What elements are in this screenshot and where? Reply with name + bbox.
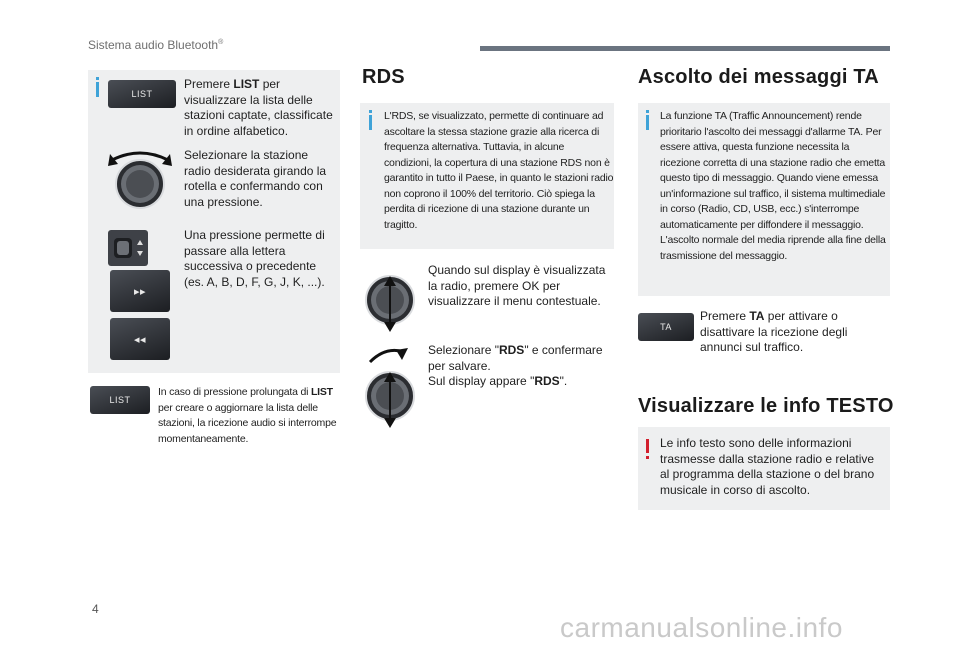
letter-jump-text: Una pressione permette di passare alla lettera successiva o precedente (es. A, B, D, F, G, J, K, ...). [184, 228, 325, 289]
rewind-button-image: ◂◂ [110, 318, 170, 360]
warning-icon [646, 439, 649, 453]
rds-heading: RDS [362, 66, 405, 88]
ta-button-image: TA [638, 313, 694, 341]
info-icon [369, 115, 372, 130]
press-knob-icon [360, 266, 420, 332]
turn-knob-text: Selezionare la stazione radio desiderata girando la rotella e confermando con una pressione. [184, 148, 327, 209]
ta-info-text: La funzione TA (Traffic Announcement) rende prioritario l'ascolto dei messaggi d'allarme TA. Per essere attiva, questa funzione necessita la ricezione corretta di una stazione radio che emetta questo tipo di messaggio. Quando viene emessa un'informazione sul traffico, il sistema multimediale in corso (Radio, CD, USB, ecc.) s'interrompe automaticamente per diffondere il messaggio. L'ascolto normale del media riprende alla fine della trasmissione del messaggio. [660, 110, 886, 262]
ta-heading: Ascolto dei messaggi TA [638, 66, 879, 88]
press-ok-text: Quando sul display è visualizzata la radio, premere OK per visualizzare il menu contestuale. [428, 263, 606, 308]
long-press-note: In caso di pressione prolungata di LIST per creare o aggiornare la lista delle stazioni, la ricezione audio si interrompe momentaneamente. [158, 386, 337, 445]
watermark: carmanualsonline.info [560, 612, 843, 643]
text-info-warning: Le info testo sono delle informazioni trasmesse dalla stazione radio e relative al programma della stazione o del brano musicale in corso di ascolto. [660, 436, 875, 497]
rds-info-text: L'RDS, se visualizzato, permette di continuare ad ascoltare la stessa stazione grazie alla ricerca di frequenza alternativa. Tuttavia, in alcune condizioni, la copertura di una stazione RDS non è garantito in tutto il Paese, in quanto le stazioni radio non coprono il 100% del territorio. Ciò spiega la perdita di ricezione di una stazione durante un tragitto. [384, 110, 614, 231]
header-rule [480, 46, 890, 51]
forward-button-image: ▸▸ [110, 270, 170, 312]
ta-toggle-text: Premere TA per attivare o disattivare la ricezione degli annunci sul traffico. [700, 309, 848, 354]
text-info-heading: Visualizzare le info TESTO [638, 395, 894, 417]
list-button-image-2: LIST [90, 386, 150, 414]
header-title: Sistema audio Bluetooth® [88, 38, 224, 52]
select-rds-text: Selezionare "RDS" e confermare per salvare. Sul display appare "RDS". [428, 343, 603, 388]
info-icon [96, 82, 99, 97]
page-number: 4 [92, 602, 99, 616]
list-step-text: Premere LIST per visualizzare la lista delle stazioni captate, classificate in ordine alfabetico. [184, 77, 333, 138]
turn-press-knob-icon [360, 344, 420, 428]
rotary-knob-icon [104, 144, 176, 216]
selector-switch-icon [108, 230, 148, 266]
list-button-image: LIST [108, 80, 176, 108]
info-icon [646, 115, 649, 130]
